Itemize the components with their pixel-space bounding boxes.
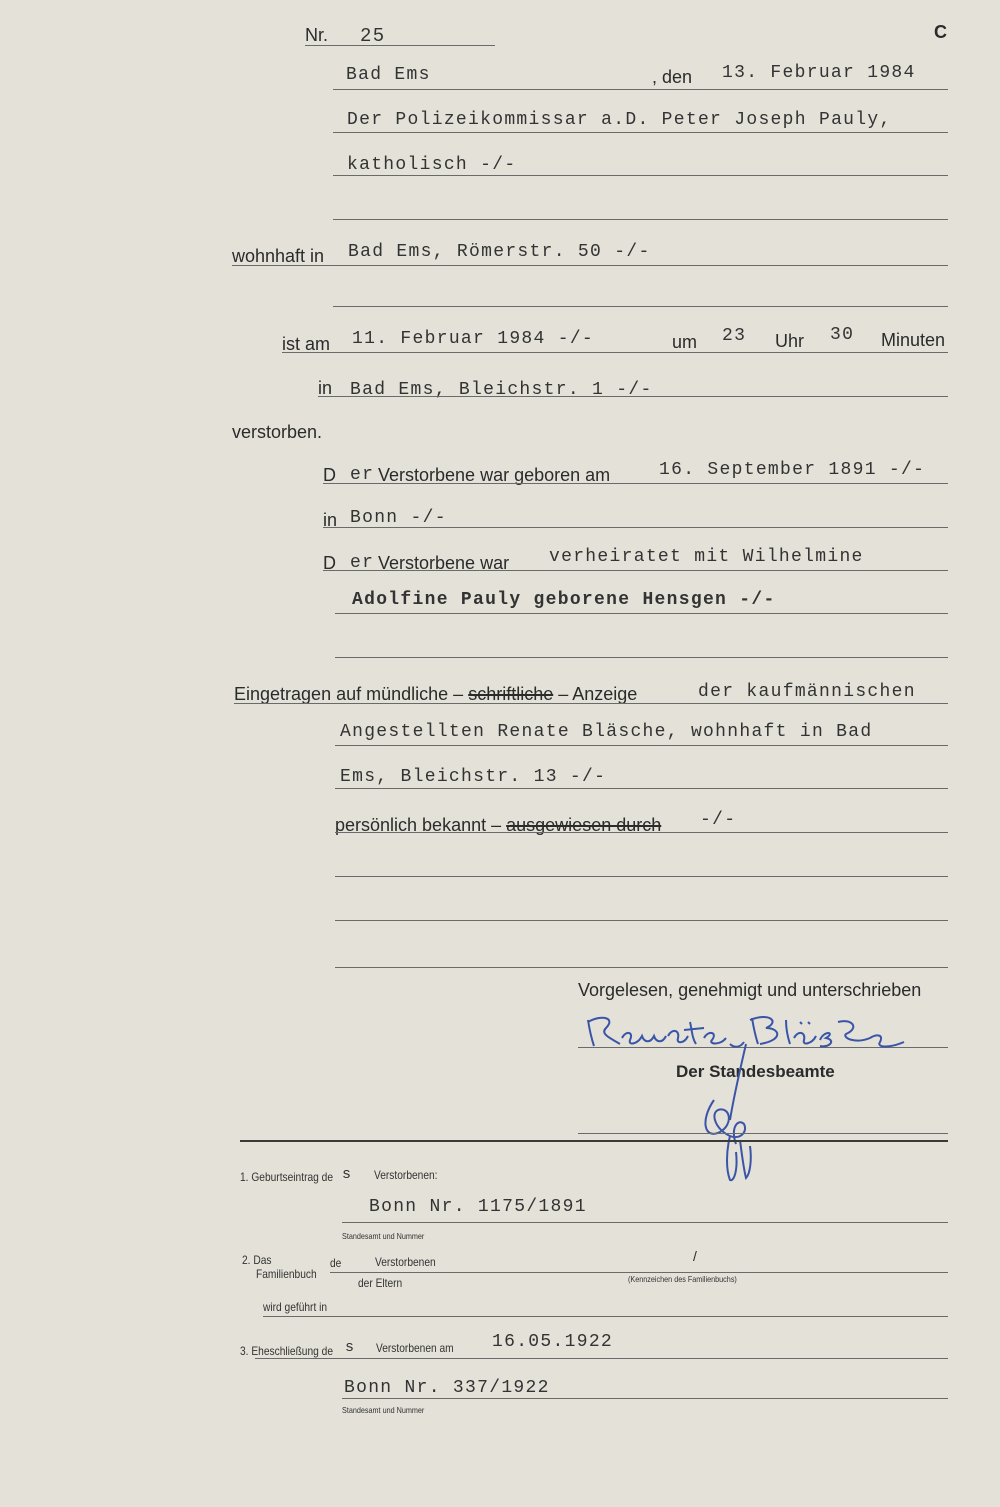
registration-label-struck: schriftliche: [468, 684, 554, 704]
uhr-label: Uhr: [775, 331, 805, 351]
minuten-label: Minuten: [881, 330, 946, 350]
birth-place: Bonn -/-: [350, 508, 447, 528]
known-value: -/-: [700, 810, 737, 830]
official-signature-line: [578, 1133, 948, 1134]
official-label: Der Standesbeamte: [676, 1062, 835, 1081]
item2-gefuehrt-underline: [263, 1316, 948, 1317]
item2-underline: [330, 1272, 948, 1273]
blank-underline-3: [335, 967, 948, 968]
death-hour: 23: [722, 326, 747, 346]
um-label: um: [672, 332, 698, 352]
marital-er-text: er: [350, 553, 375, 573]
item3-underline: [255, 1358, 948, 1359]
item3-word: Verstorbenen am: [376, 1341, 454, 1355]
marital-label: Verstorbene war: [378, 553, 510, 573]
known-label-struck: ausgewiesen durch: [506, 815, 662, 835]
item3-date: 16.05.1922: [492, 1332, 614, 1352]
marital-underline-1: [323, 570, 948, 571]
registration-label-part2: – Anzeige: [558, 684, 638, 704]
birth-date-underline: [323, 483, 948, 484]
registration-line-3: Ems, Bleichstr. 13 -/-: [340, 767, 607, 787]
marital-d-label: D: [323, 553, 336, 573]
death-place: Bad Ems, Bleichstr. 1 -/-: [350, 380, 653, 400]
registration-label-part1: Eingetragen auf mündliche –: [234, 684, 464, 704]
known-label-text: persönlich bekannt –: [335, 815, 502, 835]
death-date: 11. Februar 1984 -/-: [352, 329, 595, 349]
item1-value: Bonn Nr. 1175/1891: [369, 1197, 587, 1217]
residence-value: Bad Ems, Römerstr. 50 -/-: [348, 242, 651, 262]
place-date-underline: [333, 89, 948, 90]
registration-underline-3: [335, 788, 948, 789]
person-underline-3: [333, 219, 948, 220]
registration-underline-2: [335, 745, 948, 746]
marital-underline-2: [335, 613, 948, 614]
birth-d-label: D: [323, 465, 336, 485]
item2-slash: /: [693, 1248, 697, 1264]
item2-familienbuch: Familienbuch: [256, 1267, 317, 1281]
item1-label: 1. Geburtseintrag de: [240, 1170, 333, 1184]
item1-caption: Standesamt und Nummer: [342, 1231, 425, 1241]
birth-label: Verstorbene war geboren am: [378, 465, 611, 485]
read-approved-label: Vorgelesen, genehmigt und unterschrieben: [578, 980, 922, 1000]
person-underline-1: [333, 132, 948, 133]
item2-verstorbenen: Verstorbenen: [375, 1255, 436, 1269]
registration-label: [234, 684, 637, 705]
item3-value: Bonn Nr. 337/1922: [344, 1378, 550, 1398]
ist-am-label: ist am: [282, 334, 331, 354]
nr-underline: [305, 45, 495, 46]
item2-de: de: [330, 1256, 342, 1270]
item2-das: 2. Das: [242, 1253, 272, 1267]
birth-place-underline: [323, 527, 948, 528]
item1-word: Verstorbenen:: [374, 1168, 438, 1182]
registration-underline-1: [234, 703, 948, 704]
nr-label: Nr.: [305, 25, 329, 45]
den-label: , den: [652, 67, 693, 87]
item3-caption: Standesamt und Nummer: [342, 1405, 425, 1415]
person-line-1: Der Polizeikommissar a.D. Peter Joseph Pauly,: [347, 110, 892, 130]
person-line-2: katholisch -/-: [347, 155, 517, 175]
birth-date: 16. September 1891 -/-: [659, 460, 926, 480]
date-value: 13. Februar 1984: [722, 63, 916, 83]
item2-eltern: der Eltern: [358, 1276, 403, 1290]
footer-divider: [240, 1140, 948, 1142]
birth-in-label: in: [323, 510, 338, 530]
corner-letter: C: [934, 22, 947, 42]
item1-suffix: s: [342, 1166, 353, 1183]
blank-underline-2: [335, 920, 948, 921]
verstorben-label: verstorben.: [232, 422, 323, 442]
death-in-label: in: [318, 378, 333, 398]
nr-value: 25: [360, 25, 386, 47]
known-underline: [335, 832, 948, 833]
item3-suffix: s: [345, 1339, 356, 1356]
place-value: Bad Ems: [346, 65, 431, 85]
marital-line-2: Adolfine Pauly geborene Hensgen -/-: [352, 590, 776, 610]
item2-caption: (Kennzeichen des Familienbuchs): [628, 1274, 737, 1284]
death-date-underline: [282, 352, 948, 353]
registration-line-1: der kaufmännischen: [698, 682, 916, 702]
item3-label: 3. Eheschließung de: [240, 1344, 333, 1358]
residence-underline: [232, 265, 948, 266]
blank-underline-1: [335, 876, 948, 877]
marital-underline-3: [335, 657, 948, 658]
residence-label: wohnhaft in: [232, 246, 325, 266]
item3-value-underline: [342, 1398, 948, 1399]
item2-gefuehrt: wird geführt in: [263, 1300, 328, 1314]
marital-line-1: verheiratet mit Wilhelmine: [549, 547, 864, 567]
item1-underline: [342, 1222, 948, 1223]
death-place-underline: [318, 396, 948, 397]
death-minutes: 30: [830, 325, 855, 345]
person-underline-2: [333, 175, 948, 176]
residence-underline-2: [333, 306, 948, 307]
birth-er-text: er: [350, 465, 375, 485]
official-signature: [690, 1040, 770, 1185]
registration-line-2: Angestellten Renate Bläsche, wohnhaft in Bad: [340, 722, 873, 742]
